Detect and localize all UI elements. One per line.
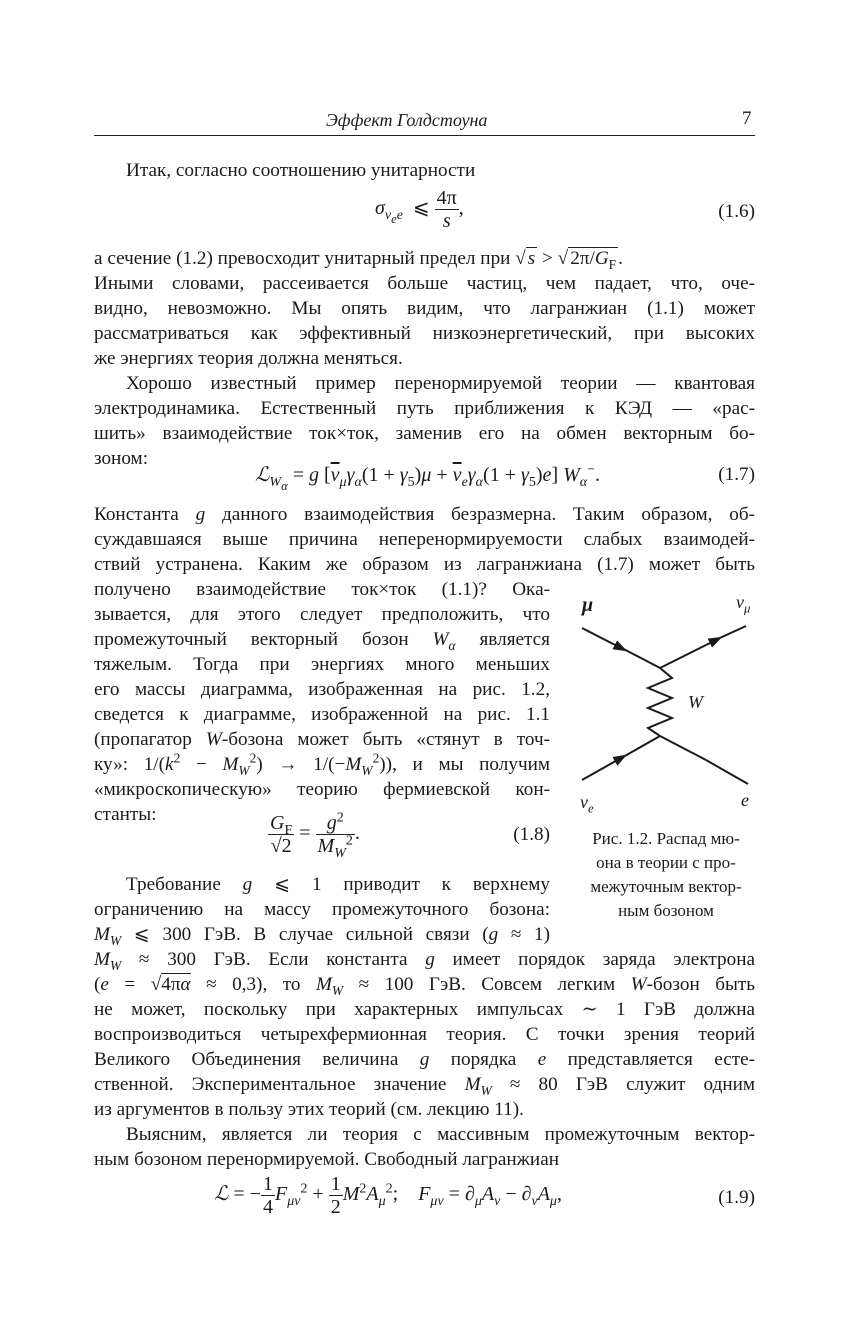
text-line-21: ку»: $1/(k^2 - M_W^2) \to 1/(-M_W^2)$), и мы получим bbox=[94, 750, 550, 778]
electron-line-end bbox=[706, 760, 748, 784]
text-line-13: ствий устранена. Каким же образом из лагранжиана (1.7) может быть bbox=[94, 554, 755, 575]
equation-1-7: ℒ$_{W_\alpha}$ = g $[\overline{\nu}_\mu\gamma_\alpha(1 + \gamma_5)\mu + \overline{\nu}_e\gamma_\alpha(1 + \gamma_5)e]$ $W_\alpha^-$. bbox=[255, 462, 601, 493]
text-line-3: Иными словами, рассеивается больше частиц, чем падает, что, оче- bbox=[94, 273, 755, 294]
text-line-12: суждавшаяся выше причина неперенормируемости слабых взаимодей- bbox=[94, 529, 755, 550]
text-line-25: ограничению на массу промежуточного бозона: bbox=[94, 899, 550, 920]
equation-1-9: ℒ = − $\frac{1}{4}$ $F_{\mu\nu}^2$ + $\frac{1}{2}$ $M^2A_\mu^2$; $F_{\mu\nu} = \partial_\mu A_\nu - \partial_\nu A_\mu$, bbox=[214, 1173, 562, 1218]
label-e: e bbox=[741, 790, 749, 810]
text-line-1: Итак, согласно соотношению унитарности bbox=[126, 160, 476, 181]
text-line-10: зоном: bbox=[94, 448, 149, 469]
label-mu: μ bbox=[582, 594, 594, 616]
text-line-26: $M_W$ ⩽ 300 ГэВ. В случае сильной связи (g ≈ 1) bbox=[94, 924, 551, 948]
figure-caption-line-4: ным бозоном bbox=[618, 901, 714, 920]
electron-line bbox=[660, 736, 706, 760]
equation-number-1-6: (1.6) bbox=[718, 201, 755, 222]
nu-e-line-rest bbox=[616, 736, 660, 761]
text-line-7: Хорошо известный пример перенормируемой теории — квантовая bbox=[126, 373, 755, 394]
equation-1-6: $\sigma_{\nu_ee}$ ⩽ $\frac{4\pi}{s}$ , bbox=[375, 187, 464, 232]
text-line-14: получено взаимодействие ток×ток (1.1)? Ока- bbox=[94, 579, 550, 600]
text-line-18: его массы диаграмма, изображенная на рис. 1.2, bbox=[94, 679, 550, 700]
text-line-22: «микроскопическую» теорию фермиевской кон- bbox=[94, 779, 550, 800]
equation-1-8: $\frac{G_F}{√2}$ = $\frac{g^2}{M_W^2}$ . bbox=[270, 810, 360, 861]
label-w: W bbox=[688, 692, 703, 712]
text-line-23: станты: bbox=[94, 804, 157, 825]
text-line-5: рассматриваться как эффективный низкоэнергетический, при высоких bbox=[94, 323, 755, 344]
text-line-32: ственной. Экспериментальное значение $M_W \approx 80$ ГэВ служит одним bbox=[94, 1074, 756, 1098]
page-number: 7 bbox=[742, 108, 752, 129]
text-line-9: шить» взаимодействие ток×ток, заменив его на обмен векторным бо- bbox=[94, 423, 755, 444]
text-line-20: (пропагатор W-бозона может быть «стянут в точ- bbox=[94, 729, 551, 750]
text-line-8: электродинамика. Естественный путь приближения к КЭД — «рас- bbox=[94, 398, 755, 419]
text-line-6: же энергиях теория должна меняться. bbox=[94, 348, 403, 369]
text-line-30: воспроизводиться четырехфермионная теория. С точки зрения теорий bbox=[94, 1024, 755, 1045]
nu-e-line bbox=[582, 758, 621, 780]
feynman-diagram bbox=[566, 590, 766, 820]
equation-number-1-9: (1.9) bbox=[718, 1187, 755, 1208]
figure-caption-line-1: Рис. 1.2. Распад мю- bbox=[592, 829, 740, 848]
muon-line-rest bbox=[616, 645, 660, 668]
w-boson-propagator bbox=[648, 668, 672, 736]
text-line-27: $M_W \approx 300$ ГэВ. Если константа g имеет порядок заряда электрона bbox=[94, 949, 755, 973]
text-line-28: (e = √4πα ≈ 0,3), то $M_W \approx 100$ ГэВ. Совсем легким W-бозон быть bbox=[94, 974, 755, 998]
text-line-35: ным бозоном перенормируемой. Свободный лагранжиан bbox=[94, 1149, 559, 1170]
header-rule bbox=[94, 135, 755, 136]
figure-caption-line-2: она в теории с про- bbox=[596, 853, 736, 872]
text-line-16: промежуточный векторный бозон $W_\alpha$ является bbox=[94, 629, 550, 653]
text-line-29: не может, поскольку при характерных импульсах ∼ 1 ГэВ должна bbox=[94, 999, 755, 1020]
nu-mu-line bbox=[660, 640, 716, 668]
text-line-11: Константа g данного взаимодействия безразмерна. Таким образом, об- bbox=[94, 504, 755, 525]
running-header-title: Эффект Голдстоуна bbox=[326, 110, 488, 130]
muon-line bbox=[582, 628, 621, 648]
text-line-19: сведется к диаграмме, изображенной на рис. 1.1 bbox=[94, 704, 550, 725]
label-nu-mu: $\nu_\mu$ bbox=[736, 592, 751, 616]
nu-mu-line-rest bbox=[711, 626, 746, 642]
text-line-4: видно, невозможно. Мы опять видим, что лагранжиан (1.1) может bbox=[94, 298, 755, 319]
equation-number-1-7: (1.7) bbox=[718, 464, 755, 485]
text-line-24: Требование g ⩽ 1 приводит к верхнему bbox=[126, 874, 550, 895]
text-line-15: зывается, для этого следует предположить, что bbox=[94, 604, 550, 625]
text-line-31: Великого Объединения величина g порядка e представляется есте- bbox=[94, 1049, 755, 1070]
label-nu-e: $\nu_e$ bbox=[580, 792, 594, 816]
text-line-33: из аргументов в пользу этих теорий (см. лекцию 11). bbox=[94, 1099, 524, 1120]
text-line-34: Выясним, является ли теория с массивным промежуточным вектор- bbox=[126, 1124, 755, 1145]
text-line-17: тяжелым. Тогда при энергиях много меньших bbox=[94, 654, 550, 675]
equation-number-1-8: (1.8) bbox=[513, 824, 550, 845]
figure-caption-line-3: межуточным вектор- bbox=[590, 877, 742, 896]
text-line-2: а сечение (1.2) превосходит унитарный предел при √ s > √ $2\pi/G_F$ . bbox=[94, 248, 623, 272]
